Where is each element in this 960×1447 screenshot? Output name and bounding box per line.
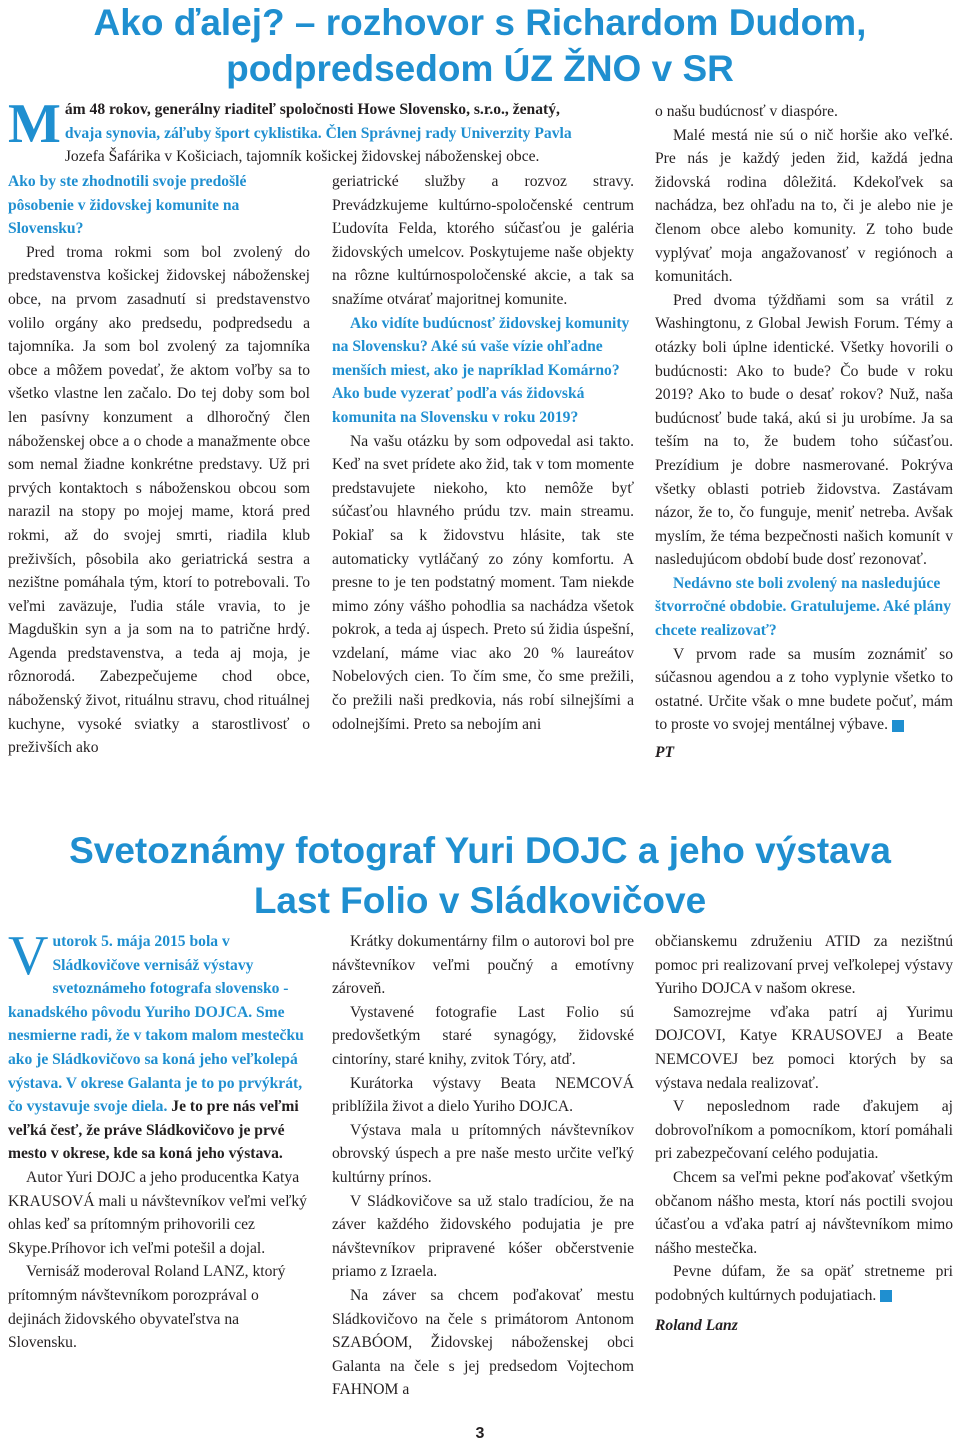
article2-title-line2: Last Folio v Sládkovičove [253, 880, 707, 921]
article1-title [0, 0, 960, 92]
article1-question-3: Nedávno ste boli zvolený na nasledujúce štvorročné obdobie. Gratulujeme. Aké plány chcete realizovať? [655, 574, 951, 640]
article2-p3: Krátky dokumentárny film o autorovi bol pre návštevníkov veľmi poučný a emotívny zároveň. [332, 933, 634, 998]
article2-p12: Pevne dúfam, že sa opäť stretneme pri podobných kultúrnych podujatiach. [655, 1263, 953, 1304]
article2-p9: Samozrejme vďaka patrí aj Yurimu DOJCOVI, Katye KRAUSOVEJ a Beate NEMCOVEJ bez pomoci ktorých by sa výstava nedala realizovať. [655, 1003, 953, 1092]
article2-column-1 [8, 925, 310, 1355]
article2-p8: Na záver sa chcem poďakovať mestu Sládkovičovo na čele s primátorom Antonom SZABÓOM, Židovskej náboženskej obci Galanta na čele s jej predsedom Vojtechom FAHNOM a [332, 1286, 634, 1399]
article2-intro [8, 925, 310, 1166]
article1-answer-3 [655, 643, 953, 737]
article2-column-3 [655, 930, 953, 1337]
article1-answer-2-cont: o našu budúcnosť v diaspóre. [655, 103, 838, 120]
article1-intro-line3: Jozefa Šafárika v Košiciach, tajomník košickej židovskej náboženskej obce. [64, 148, 540, 166]
page-number: 3 [475, 1425, 485, 1442]
article1-intro-line2: dvaja synovia, záľuby šport cyklistika. [64, 124, 322, 142]
article1-answer-2-p3: Pred dvoma týždňami som sa vrátil z Washingtonu, z Global Jewish Forum. Témy a otázky boli úplne identické. Všetky hovorili o budúcnosti: Ako to bude? Čo bude v roku 2019? Ako to bude o desať rokov? Nuž, naša budúcnosť bude taká, akú si ju urobíme. Ja sa teším na to, že budem toho súčasťou. Prezídium je dobre nasmerované. Pokrýva všetky oblasti potrieb židovstva. Zastávam názor, že to, čo funguje, meniť netreba. Avšak myslím, že téma bezpečnosti našich komunít v nasledujúcom období bude dosť rezonovať. [655, 291, 953, 569]
article1-column-1 [8, 170, 310, 760]
end-mark-icon [880, 1290, 892, 1302]
article2-p6: Výstava mala u prítomných návštevníkov obrovský úspech a pre naše mesto určite veľký kultúrny prínos. [332, 1121, 634, 1186]
article2-column-2 [332, 930, 634, 1402]
article2-intro-blue: utorok 5. mája 2015 bola v Sládkovičove vernisáž výstavy svetoznámeho fotografa slovensko - kanadského pôvodu Yuriho DOJCA. Sme nesmierne radi, že v takom malom mestečku ako je Sládkovičovo sa koná jeho veľkolepá výstava. V okrese Galanta je to po prvýkrát, čo vystavuje svoje diela. [8, 933, 304, 1116]
end-mark-icon [892, 720, 904, 732]
article1-intro [8, 93, 648, 169]
article2-signature: Roland Lanz [655, 1316, 738, 1334]
article1-answer-1: Pred troma rokmi som bol zvolený do predstavenstva košickej židovskej náboženskej obce, na prvom zasadnutí si predstavenstvo volilo orgány ako predsedu, podpredsedu a tajomníka. Ja som bol zvolený za tajomníka obce a môžem povedať, že aktom voľby sa to všetko vlastne len začalo. Do tej doby som bol len pasívny konzument a dlhoročný člen náboženskej obce a o chode a manažmente obce som nemal žiadne konkrétne predstavy. Už pri prvých kontaktoch s náboženskou obcou som narazil na stopy po mojej mame, ktorá pred rokmi, až do svojej smrti, riadila klub preživších, pôsobila ako geriatrická sestra a nezištne pomáhala tým, ktorí to potrebovali. To veľmi zaväzuje, ľudia stále vravia, to je Magduškin syn a ja som na to patrične hrdý. Agenda predstavenstva, a teda aj moja, je rôznorodá. Zabezpečujeme chod obce, náboženský život, rituálnu stravu, chod rituálnej kuchyne, vysoké sviatky a starostlivosť o preživších ako [8, 243, 310, 757]
article1-question-2: Ako vidíte budúcnosť židovskej komunity na Slovensku? Aké sú vaše vízie ohľadne menších miest, ako je napríklad Komárno? Ako bude vyzerať podľa vás židovská komunita na Slovensku v roku 2019? [332, 314, 630, 426]
article1-signature: PT [655, 744, 675, 762]
article2-p10: V neposlednom rade ďakujem aj dobrovoľníkom a pomocníkom, ktorí pomáhali pri zabezpečovaní celého podujatia. [655, 1098, 953, 1163]
article2-p8-cont: občianskemu združeniu ATID za nezištnú pomoc pri realizovaní prvej veľkolepej výstavy Yuriho DOJCA v našom okrese. [655, 933, 953, 998]
article2-p1: Autor Yuri DOJC a jeho producentka Katya KRAUSOVÁ mali u návštevníkov veľmi veľký ohlas keď sa prítomným prihovorili cez Skype.Príhovor ich veľmi potešil a dojal. [8, 1168, 307, 1257]
article2-title-line1: Svetoznámy fotograf Yuri DOJC a jeho výstava [69, 830, 891, 871]
article1-answer-3-text: V prvom rade sa musím zoznámiť so súčasnou agendou a z toho vyplynie všetko to ostatné. Určite však o mne budete počuť, mám to proste vo svojej mentálnej výbave. [655, 645, 953, 734]
article1-question-1: Ako by ste zhodnotili svoje predošlé pôsobenie v židovskej komunite na Slovensku? [8, 173, 247, 238]
article2-title [0, 826, 960, 926]
article2-p7: V Sládkovičove sa už stalo tradíciou, že na záver každého židovského podujatia je pre návštevníkov pripravené kóšer občerstvenie priamo z Izraela. [332, 1192, 634, 1281]
article1-title-line2: podpredsedom ÚZ ŽNO v SR [226, 48, 734, 89]
article2-dropcap: V [8, 925, 49, 987]
article2-p2: Vernisáž moderoval Roland LANZ, ktorý prítomným návštevníkom porozprával o dejinách židovského obyvateľstva na Slovensku. [8, 1263, 286, 1352]
article1-title-line1: Ako ďalej? – rozhovor s Richardom Dudom, [93, 2, 867, 43]
article1-intro-line1: ám 48 rokov, generálny riaditeľ spoločnosti Howe Slovensko, s.r.o., ženatý, [64, 101, 560, 118]
article1-column-3 [655, 100, 953, 765]
article1-column-2 [332, 170, 634, 736]
article2-intro-dark: Je to pre nás veľmi veľká česť, že práve Sládkovičovo je prvé mesto v okrese, kde sa koná jeho výstava. [8, 1098, 299, 1163]
article1-intro-line2b: Člen Správnej rady Univerzity Pavla [321, 124, 572, 142]
article2-p5: Kurátorka výstavy Beata NEMCOVÁ priblížila život a dielo Yuriho DOJCA. [332, 1074, 634, 1116]
article1-answer-2: Na vašu otázku by som odpovedal asi takto. Keď na svet prídete ako žid, tak v tom momente predstavujete niekoho, kto nemôže byť súčasťou hlavného prúdu tzv. main streamu. Pokiaľ sa k židovstvu hlásite, tak ste automaticky vytláčaný zo zóny komfortu. A presne to je ten podstatný moment. Tam niekde mimo zóny vášho pohodlia sa nachádza všetok pokrok, a teda aj úspech. Preto sú židia úspešní, vzdelaní, máme viac ako 20 % laureátov Nobelových cien. To čím sme, čo sme prežili, čo prežili naši predkovia, nás robí silnejšími a odolnejšími. Preto sa nebojím ani [332, 432, 634, 733]
article1-dropcap: M [8, 93, 61, 155]
article2-p4: Vystavené fotografie Last Folio sú predovšetkým staré synagógy, židovské cintoríny, staré knihy, zvitok Tóry, atď. [332, 1003, 634, 1068]
article2-p12-wrap [655, 1260, 953, 1307]
article1-answer-2-p2: Malé mestá nie sú o nič horšie ako veľké. Pre nás je každý jeden žid, každá jedna židovská rodina dôležitá. Kdekoľvek sa nachádza, bez ohľadu na to, či je alebo nie je členom obce alebo komunity. Z toho bude vyplývať moja angažovanosť v regiónoch a komunitách. [655, 126, 953, 286]
article2-p11: Chcem sa veľmi pekne poďakovať všetkým občanom nášho mesta, ktorí nás poctili svojou účasťou a vďaka patrí aj návštevníkom mimo nášho mestečka. [655, 1168, 953, 1257]
article1-answer-1-cont: geriatrické služby a rozvoz stravy. Prevádzkujeme kultúrno-spoločenské centrum Ľudovíta Felda, ktorého súčasťou je galéria židovských umelcov. Poskytujeme naše objekty na rôzne kultúrnospoločenské akcie, a tak sa snažíme otvárať majoritnej komunite. [332, 173, 634, 308]
